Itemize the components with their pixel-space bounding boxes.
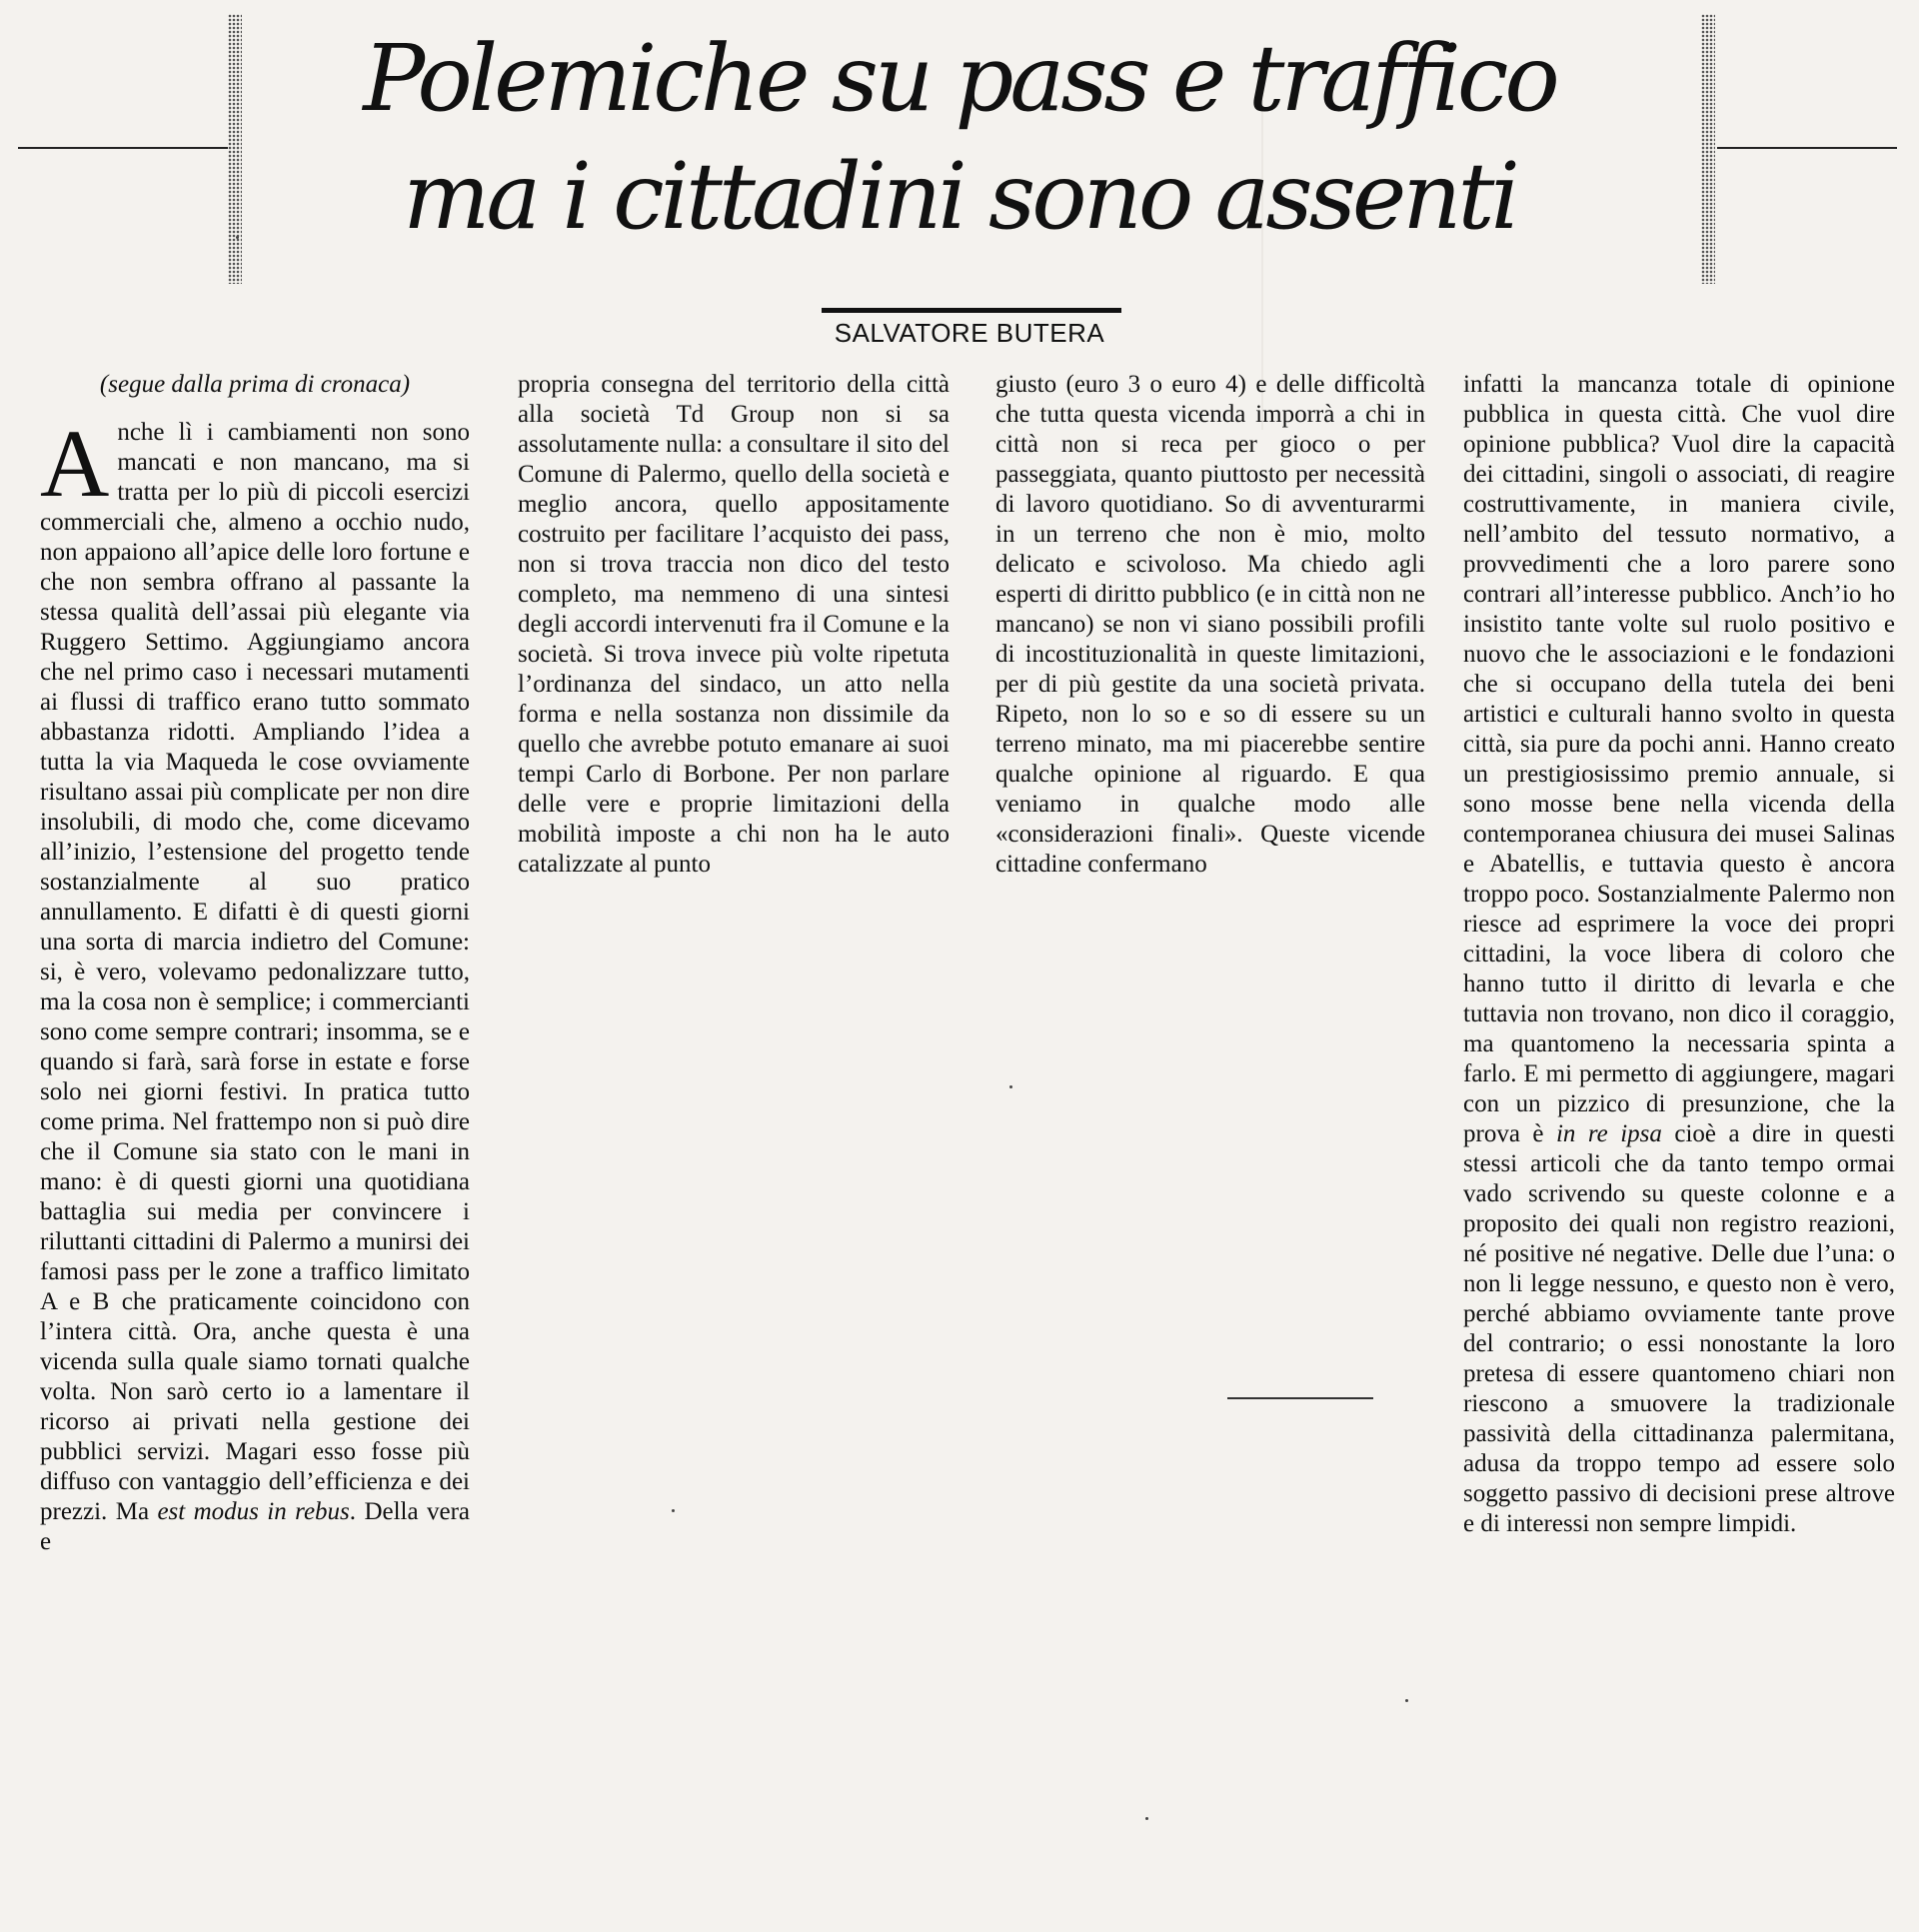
scan-speck <box>236 236 239 239</box>
article-headline <box>250 20 1669 256</box>
title-ornament-right <box>1701 14 1715 284</box>
column-3-body: giusto (euro 3 o euro 4) e delle difficoltà che tutta questa vicenda imporrà a chi in città non si reca per gioco o per passeggiata, quanto piuttosto per necessità di lavoro quotidiano. So di avventurarmi in un terreno che non è mio, molto delicato e scivoloso. Ma chiedo agli esperti di diritto pubblico (e in città non ne mancano) se non vi siano possibili profili di incostituzionalità in queste limitazioni, per di più gestite da una società privata. Ripeto, non lo so e so di essere su un terreno minato, ma mi piacerebbe sentire qualche opinione al riguardo. E qua veniamo in qualche modo alle «considerazioni finali». Queste vicende cittadine confermano <box>995 371 1425 878</box>
title-ornament-left <box>228 14 242 284</box>
article-column-4 <box>1463 370 1895 1539</box>
byline-rule <box>822 308 1121 313</box>
headline-line-1: Polemiche su pass e traffico <box>363 25 1556 132</box>
scan-speck <box>672 1509 675 1512</box>
column-2-body: propria consegna del territorio della città alla società Td Group non si sa assolutamente nulla: a consultare il sito del Comune di Palermo, quello della società e meglio ancora, quello appositamente costruito per facilitare l’acquisto dei pass, non si trova traccia non dico del testo completo, ma nemmeno di una sintesi degli accordi intervenuti fra il Comune e la società. Si trova invece più volte ripetuta l’ordinanza del sindaco, un atto nella forma e nella sostanza non dissimile da quello che avrebbe potuto emanare ai suoi tempi Carlo di Borbone. Per non parlare delle vere e proprie limitazioni della mobilità imposte a chi non ha le auto catalizzate al punto <box>518 371 950 878</box>
byline: SALVATORE BUTERA <box>834 318 1105 348</box>
section-end-rule <box>1227 1397 1373 1399</box>
column-1-body: nche lì i cambiamenti non sono mancati e non mancano, ma si tratta per lo più di piccoli esercizi commerciali che, almeno a occhio nudo, non appaiono all’apice delle loro fortune e che non sembra offrano al passante la stessa qualità dell’assai più elegante via Ruggero Settimo. Aggiungiamo ancora che nel primo caso i necessari mutamenti ai flussi di traffico erano tutto sommato abbastanza ridotti. Ampliando l’idea a tutta la via Maqueda le cose ovviamente risultano assai più complicate per non dire insolubili, di modo che, come dicevamo all’inizio, l’estensione del progetto tende sostanzialmente al suo pratico annullamento. E difatti è di questi giorni una sorta di marcia indietro del Comune: si, è vero, volevamo pedonalizzare tutto, ma la cosa non è semplice; i commercianti sono come sempre contrari; insomma, se e quando si farà, sarà forse in estate e forse solo nei giorni festivi. In pratica tutto come prima. Nel frattempo non si può dire che il Comune sia stato con le mani in mano: è di questi giorni una quotidiana battaglia sui media per convincere i riluttanti cittadini di Palermo a munirsi dei famosi pass per le zone a traffico limitato A e B che praticamente coincidono con l’intera città. Ora, anche questa è una vicenda sulla quale siamo tornati qualche volta. Non sarò certo io a lamentare il ricorso ai privati nella gestione dei pubblici servizi. Magari esso fosse più diffuso con vantaggio dell’efficienza e dei prezzi. Ma <box>40 419 470 1525</box>
continuation-note: (segue dalla prima di cronaca) <box>99 371 411 398</box>
column-4-body: infatti la mancanza totale di opinione pubblica in questa città. Che vuol dire opinione pubblica? Vuol dire la capacità dei cittadini, singoli o associati, di reagire costruttivamente, in maniera civile, nell’ambito del tessuto normativo, a provvedimenti che a loro parere sono contrari all’interesse pubblico. Anch’io ho insistito tante volte sul ruolo positivo e nuovo che le associazioni e le fondazioni che si occupano della tutela dei beni artistici e culturali hanno svolto in questa città, sia pure da pochi anni. Hanno creato un prestigiosissimo premio annuale, si sono mosse bene nella vicenda della contemporanea chiusura dei musei Salinas e Abatellis, e tuttavia questo è ancora troppo poco. Sostanzialmente Palermo non riesce ad esprimere la voce dei propri cittadini, la voce libera di coloro che hanno tutto il diritto di levarla e che tuttavia non trovano, non dico il coraggio, ma quantomeno la necessaria spinta a farlo. E mi permetto di aggiungere, magari con un pizzico di presunzione, che la prova è <box>1463 371 1895 1147</box>
column-4-text <box>1463 370 1895 1539</box>
article-column-1 <box>40 370 470 1557</box>
column-4-tail: cioè a dire in questi stessi articoli che da tanto tempo ormai vado scrivendo su queste colonne e a proposito dei quali non registro reazioni, né positive né negative. Delle due l’una: o non li legge nessuno, e questo non è vero, perché abbiamo ovviamente tante prove del contrario; o essi nonostante la loro pretesa di essere quantomeno chiari non riescono a smuovere la tradizionale passività della cittadinanza palermitana, adusa da troppo tempo ad essere solo soggetto passivo di decisioni prese altrove e di interessi non sempre limpidi. <box>1463 1120 1895 1537</box>
latin-phrase-1: est modus in rebus <box>157 1498 350 1525</box>
article-column-3 <box>995 370 1425 880</box>
scan-speck <box>1009 1085 1012 1088</box>
column-1-tail: . Della vera e <box>40 1498 471 1555</box>
title-rule-left <box>18 147 228 149</box>
drop-cap: A <box>40 410 110 517</box>
column-1-text <box>40 410 471 1557</box>
latin-phrase-2: in re ipsa <box>1555 1120 1662 1147</box>
title-rule-right <box>1717 147 1897 149</box>
headline-line-2: ma i cittadini sono assenti <box>403 143 1516 250</box>
article-column-2 <box>518 370 950 880</box>
scan-speck <box>1405 1699 1408 1702</box>
scan-speck <box>1145 1817 1148 1820</box>
